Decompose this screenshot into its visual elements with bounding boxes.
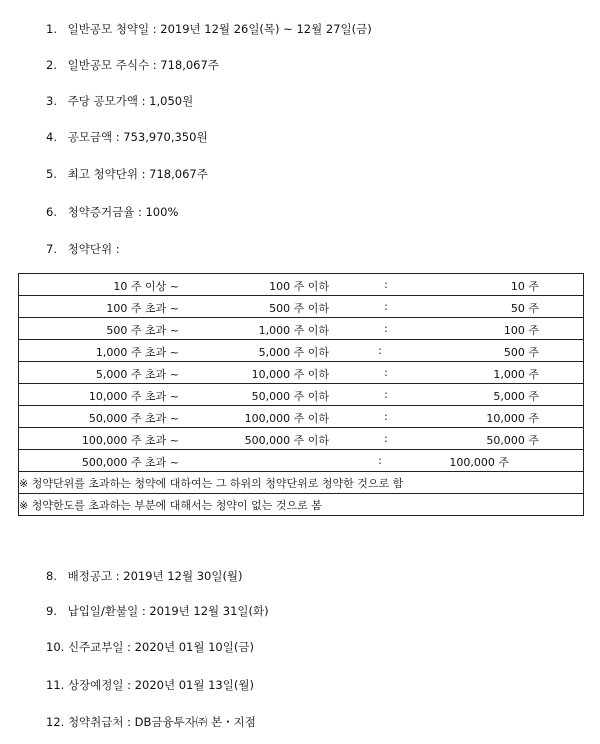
table-row — [19, 318, 584, 340]
row-unit: 10,000 주 — [486, 412, 539, 425]
row-sep: : — [384, 300, 388, 313]
row-sep: : — [384, 278, 388, 291]
row-to: 50,000 주 이하 — [251, 390, 329, 403]
table-row — [19, 274, 584, 296]
row-from: 10,000 주 초과 ~ — [88, 390, 179, 403]
table-row — [19, 384, 584, 406]
table-row — [19, 406, 584, 428]
item-5: 5. 최고 청약단위 : 718,067주 — [46, 167, 208, 181]
row-unit: 1,000 주 — [493, 368, 539, 381]
item-8: 8. 배정공고 : 2019년 12월 30일(월) — [46, 569, 243, 583]
table-row — [19, 428, 584, 450]
item-7: 7. 청약단위 : — [46, 242, 120, 256]
table-row — [19, 340, 584, 362]
row-to: 500 주 이하 — [269, 302, 329, 315]
item-2: 2. 일반공모 주식수 : 718,067주 — [46, 58, 219, 72]
row-sep: : — [384, 366, 388, 379]
item-10: 10. 신주교부일 : 2020년 01월 10일(금) — [46, 640, 254, 654]
row-unit: 5,000 주 — [493, 390, 539, 403]
row-sep: : — [384, 388, 388, 401]
row-sep: : — [378, 454, 382, 467]
row-from: 50,000 주 초과 ~ — [88, 412, 179, 425]
item-4: 4. 공모금액 : 753,970,350원 — [46, 130, 208, 144]
table-note: ※ 청약한도를 초과하는 부분에 대해서는 청약이 없는 것으로 봄 — [19, 494, 584, 516]
row-unit: 100,000 주 — [449, 456, 509, 469]
item-6: 6. 청약증거금율 : 100% — [46, 205, 179, 219]
row-to: 100 주 이하 — [269, 280, 329, 293]
row-sep: : — [384, 432, 388, 445]
row-sep: : — [384, 410, 388, 423]
row-to: 10,000 주 이하 — [251, 368, 329, 381]
item-11: 11. 상장예정일 : 2020년 01월 13일(월) — [46, 678, 254, 692]
row-to: 5,000 주 이하 — [258, 346, 329, 359]
row-from: 100 주 초과 ~ — [106, 302, 179, 315]
subscription-unit-table — [18, 273, 584, 516]
row-unit: 50,000 주 — [486, 434, 539, 447]
row-from: 1,000 주 초과 ~ — [95, 346, 179, 359]
row-unit: 500 주 — [503, 346, 539, 359]
row-from: 10 주 이상 ~ — [113, 280, 179, 293]
item-3: 3. 주당 공모가액 : 1,050원 — [46, 94, 194, 108]
row-to: 1,000 주 이하 — [258, 324, 329, 337]
item-1: 1. 일반공모 청약일 : 2019년 12월 26일(목) ~ 12월 27일(금) — [46, 22, 372, 36]
table-note: ※ 청약단위를 초과하는 청약에 대하여는 그 하위의 청약단위로 청약한 것으로 함 — [19, 472, 584, 494]
table-row — [19, 450, 584, 472]
row-to: 500,000 주 이하 — [244, 434, 329, 447]
row-from: 100,000 주 초과 ~ — [81, 434, 179, 447]
row-sep: : — [384, 322, 388, 335]
row-from: 500,000 주 초과 ~ — [81, 456, 179, 469]
item-12: 12. 청약취급처 : DB금융투자㈜ 본・지점 — [46, 715, 256, 729]
row-from: 5,000 주 초과 ~ — [95, 368, 179, 381]
item-9: 9. 납입일/환불일 : 2019년 12월 31일(화) — [46, 604, 269, 618]
row-from: 500 주 초과 ~ — [106, 324, 179, 337]
row-unit: 100 주 — [503, 324, 539, 337]
row-unit: 50 주 — [510, 302, 539, 315]
row-to: 100,000 주 이하 — [244, 412, 329, 425]
table-row — [19, 296, 584, 318]
row-unit: 10 주 — [510, 280, 539, 293]
table-row — [19, 362, 584, 384]
row-sep: : — [378, 344, 382, 357]
